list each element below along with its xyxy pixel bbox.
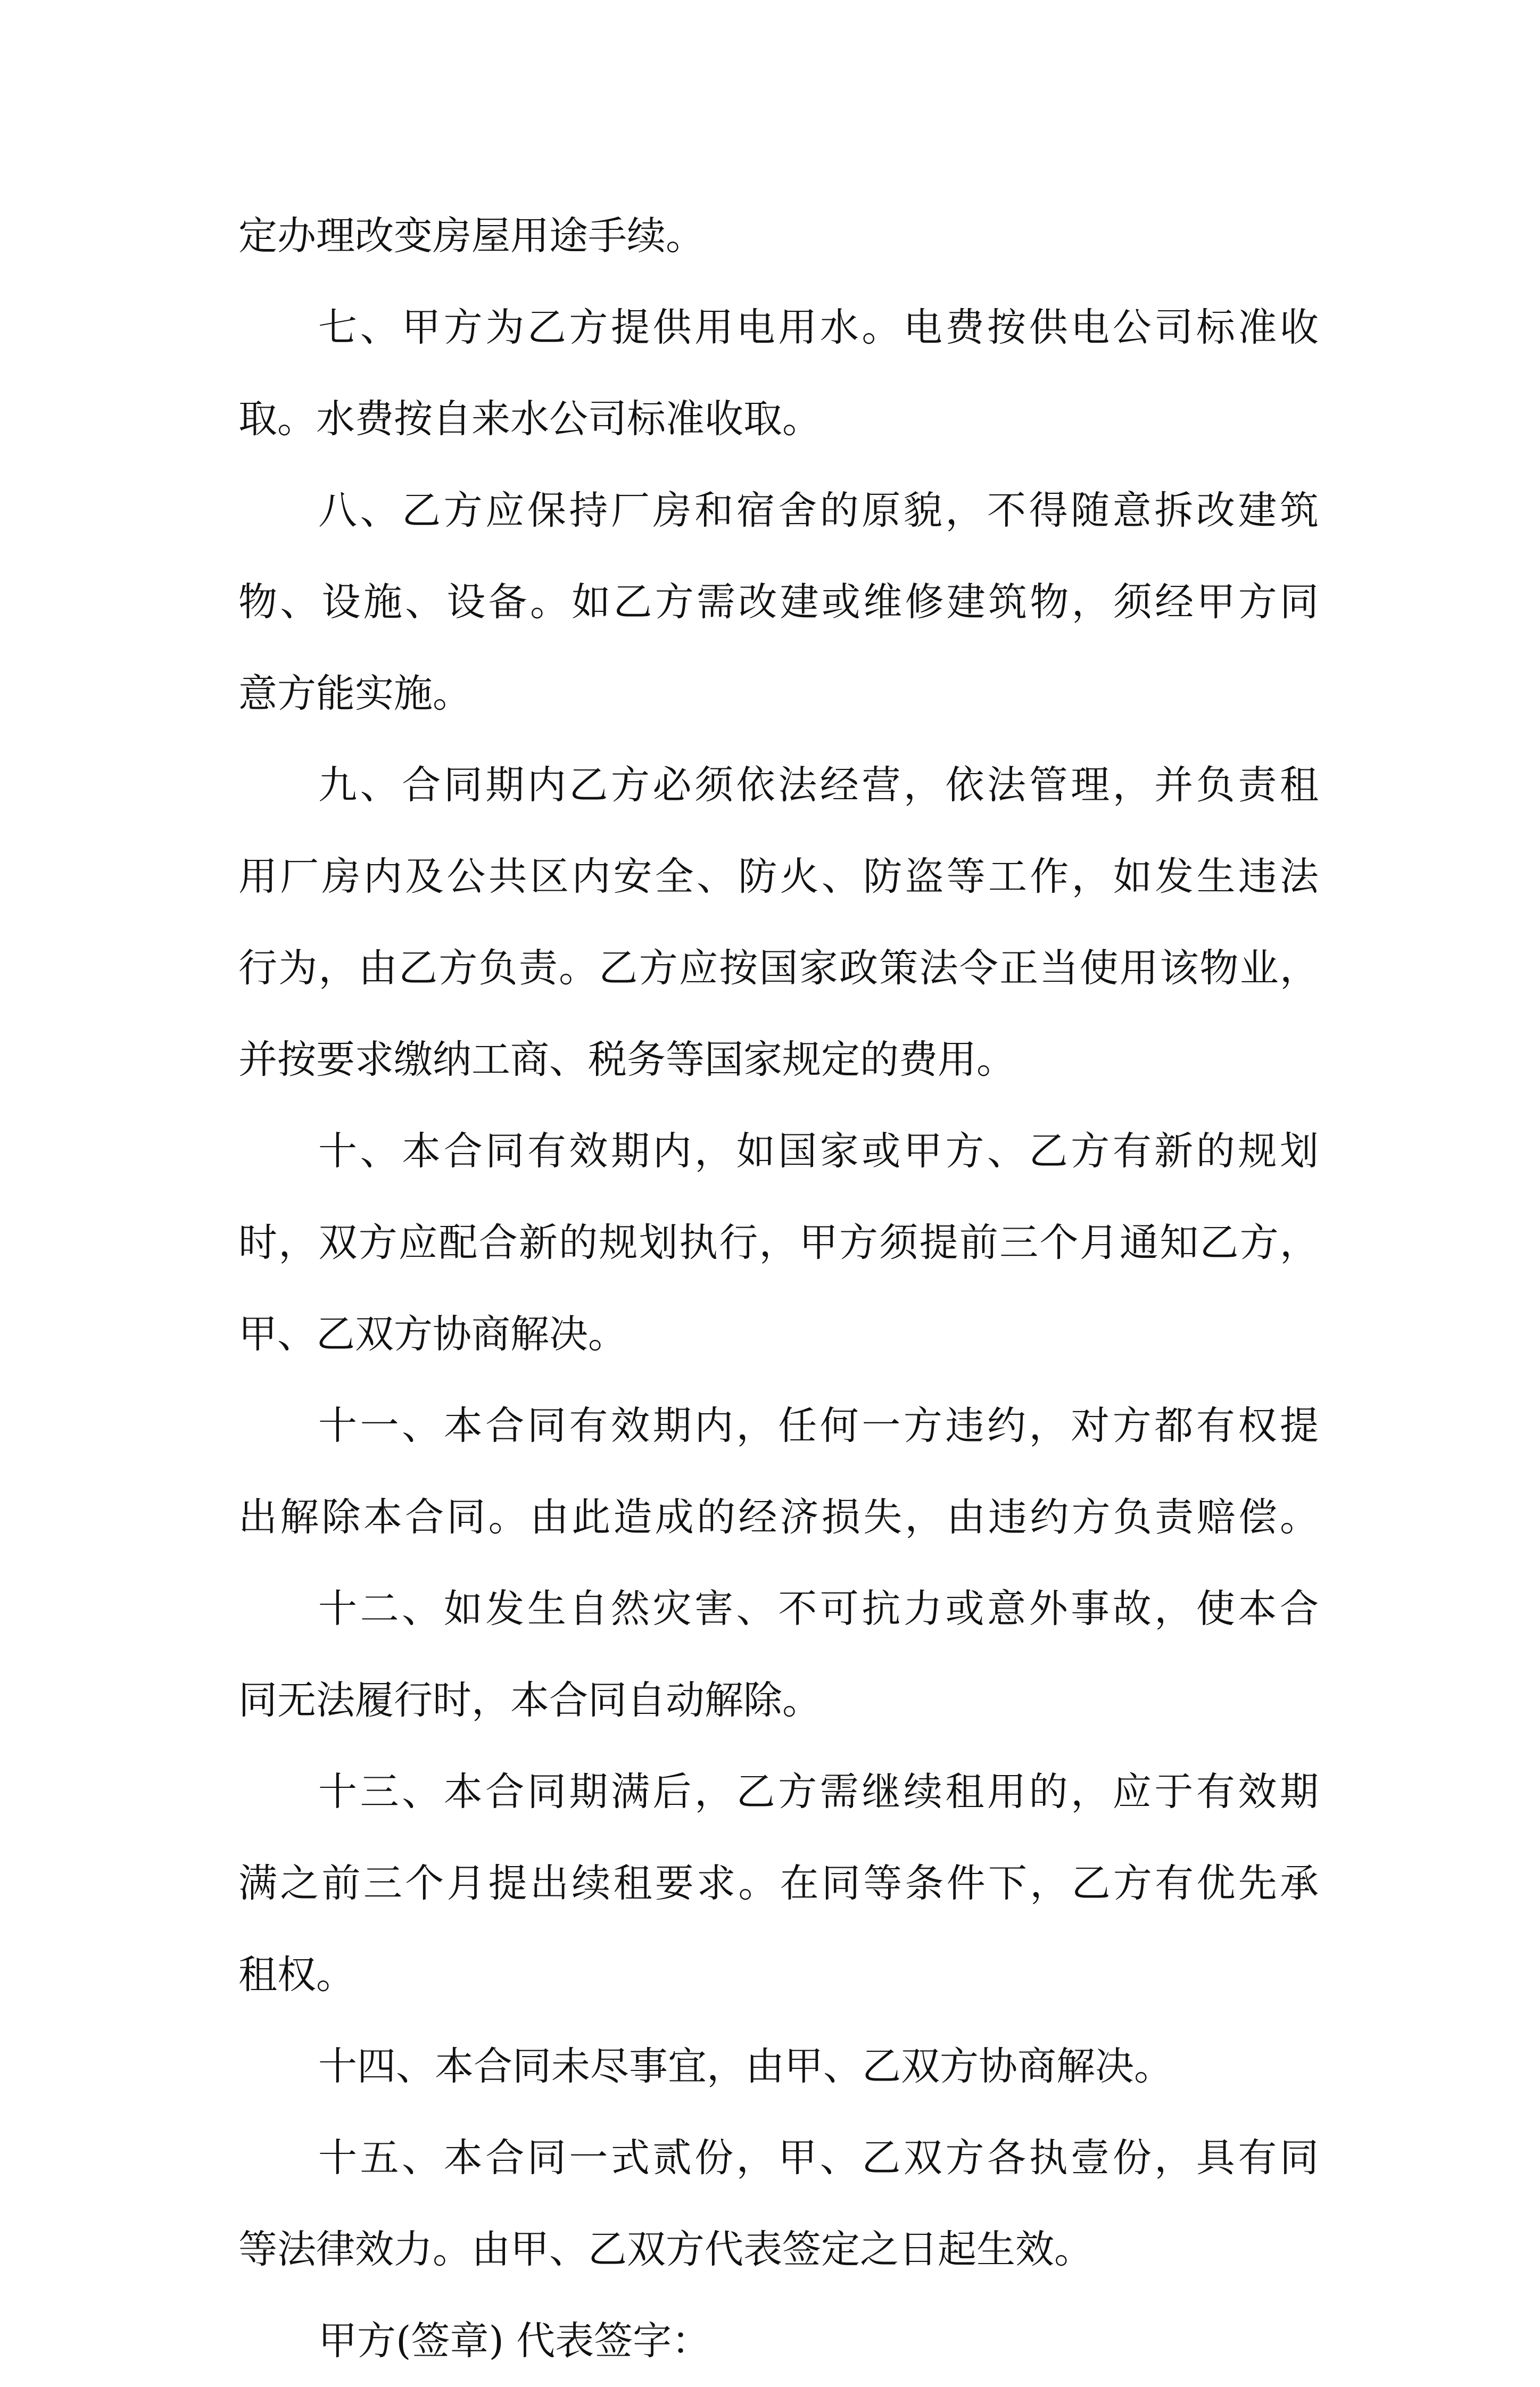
text-line: 十一、本合同有效期内，任何一方违约，对方都有权提 xyxy=(318,1403,1319,1448)
text-line: 十三、本合同期满后，乙方需继续租用的，应于有效期 xyxy=(318,1769,1319,1814)
text-line: 七、甲方为乙方提供用电用水。电费按供电公司标准收 xyxy=(318,305,1319,350)
text-line: 定办理改变房屋用途手续。 xyxy=(238,213,705,259)
text-line: 十四、本合同未尽事宜，由甲、乙双方协商解决。 xyxy=(318,2044,1173,2089)
text-line: 并按要求缴纳工商、税务等国家规定的费用。 xyxy=(238,1037,1015,1082)
text-line: 行为，由乙方负责。乙方应按国家政策法令正当使用该物业， xyxy=(238,946,1319,991)
text-line: 取。水费按自来水公司标准收取。 xyxy=(238,396,821,442)
text-line: 十五、本合同一式贰份，甲、乙双方各执壹份，具有同 xyxy=(318,2135,1319,2181)
text-line: 时，双方应配合新的规划执行，甲方须提前三个月通知乙方， xyxy=(238,1220,1319,1265)
text-line: 甲、乙双方协商解决。 xyxy=(238,1312,627,1357)
text-line: 同无法履行时，本合同自动解除。 xyxy=(238,1678,821,1723)
text-line: 九、合同期内乙方必须依法经营，依法管理，并负责租 xyxy=(318,762,1319,808)
text-line: 十二、如发生自然灾害、不可抗力或意外事故，使本合 xyxy=(318,1586,1319,1631)
text-line: 满之前三个月提出续租要求。在同等条件下，乙方有优先承 xyxy=(238,1861,1319,1906)
text-line: 物、设施、设备。如乙方需改建或维修建筑物，须经甲方同 xyxy=(238,579,1319,625)
text-line: 意方能实施。 xyxy=(238,671,471,716)
text-line: 用厂房内及公共区内安全、防火、防盗等工作，如发生违法 xyxy=(238,854,1319,899)
text-line: 十、本合同有效期内，如国家或甲方、乙方有新的规划 xyxy=(318,1129,1319,1174)
text-line: 等法律效力。由甲、乙双方代表签定之日起生效。 xyxy=(238,2227,1093,2272)
text-line: 出解除本合同。由此造成的经济损失，由违约方负责赔偿。 xyxy=(238,1495,1319,1540)
text-line: 八、乙方应保持厂房和宿舍的原貌，不得随意拆改建筑 xyxy=(318,488,1319,533)
document-body xyxy=(238,190,1319,2387)
text-line: 租权。 xyxy=(238,1952,355,1998)
text-line: 甲方(签章) 代表签字： xyxy=(318,2318,711,2364)
